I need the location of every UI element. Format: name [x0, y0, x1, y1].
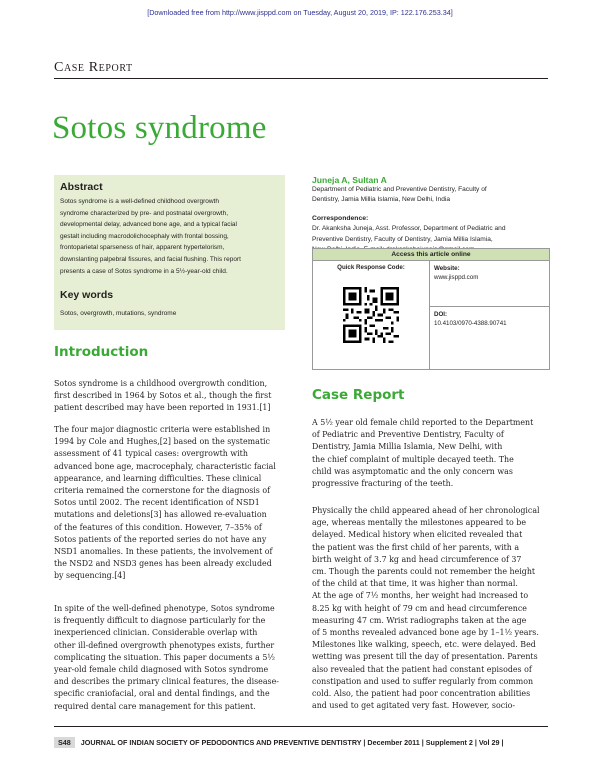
author-block — [312, 175, 552, 255]
website-link[interactable]: www.jisppd.com — [434, 274, 479, 281]
text-line: In spite of the well-defined phenotype, Sotos syndrome — [54, 604, 275, 613]
top-rule — [54, 78, 548, 79]
text-line: by sequencing.[4] — [54, 571, 126, 581]
author-names: Juneja A, Sultan A — [312, 175, 387, 185]
text-line: assessment of 41 typical cases: overgrowth with — [54, 449, 248, 459]
doi-link[interactable]: 10.4103/0970-4388.90741 — [434, 320, 507, 327]
footer-rule — [54, 726, 548, 727]
case-paragraph-1 — [312, 417, 548, 490]
intro-paragraph-2 — [54, 424, 290, 583]
text-line: the patient was the first child of her parents, with a — [312, 542, 520, 552]
abstract-heading: Abstract — [60, 181, 103, 193]
abstract-line: frontoparietal sparseness of hair, apparent hypertelorism, — [60, 244, 225, 252]
keywords-text: Sotos, overgrowth, mutations, syndrome — [60, 310, 177, 317]
correspondence-line: Dr. Akanksha Juneja, Asst. Professor, Department of Pediatric and — [312, 225, 506, 233]
text-line: the NSD2 and NSD3 genes has been already excluded — [54, 559, 272, 569]
introduction-heading: Introduction — [54, 344, 149, 360]
qr-code-icon[interactable] — [343, 287, 399, 343]
text-line: A 5½ year old female child reported to the Department — [312, 418, 534, 427]
text-line: of 5 months revealed advanced bone age by 1–1½ years. — [312, 628, 539, 638]
text-line: the chief complaint of multiple decayed teeth. The — [312, 454, 514, 464]
text-line: of Pediatric and Preventive Dentistry, Faculty of — [312, 430, 504, 440]
page-footer — [54, 737, 504, 748]
text-line: The four major diagnostic criteria were established in — [54, 425, 271, 434]
access-box — [312, 248, 550, 370]
access-info — [430, 261, 549, 369]
text-line: year-old female child diagnosed with Sotos syndrome — [54, 665, 269, 675]
intro-paragraph-1 — [54, 378, 290, 415]
text-line: Physically the child appeared ahead of her chronological — [312, 506, 540, 515]
qr-label: Quick Response Code: — [337, 264, 405, 271]
abstract-line: presents a case of Sotos syndrome in a 5½-year-old child. — [60, 267, 228, 275]
correspondence-label: Correspondence: — [312, 214, 369, 222]
text-line: criteria remained the cornerstone for the diagnosis of — [54, 486, 270, 496]
text-line: Milestones like walking, speech, etc. were delayed. Bed — [312, 640, 536, 650]
text-line: other ill-defined overgrowth phenotypes exists, further — [54, 640, 275, 650]
abstract-line: gestalt including macrodolichocephaly with frontal bossing, — [60, 232, 229, 240]
intro-paragraph-3 — [54, 603, 290, 713]
text-line: cold. Also, the patient had poor concentration abilities — [312, 689, 531, 699]
affiliation-line: Dentistry, Jamia Millia Islamia, New Delhi, India — [312, 196, 451, 204]
text-line: Sotos patients of the reported series do not have any — [54, 534, 267, 544]
text-line: 1994 by Cole and Hughes,[2] based on the systematic — [54, 437, 270, 447]
text-line: first described in 1964 by Sotos et al., though the first — [54, 391, 272, 401]
journal-citation: JOURNAL OF INDIAN SOCIETY OF PEDODONTICS AND PREVENTIVE DENTISTRY | December 2011 | Supplement 2 | Vol 29 | — [80, 738, 504, 747]
doi-label: DOI: — [434, 311, 448, 318]
text-line: advanced bone age, macrocephaly, characteristic facial — [54, 461, 276, 471]
text-line: measuring 47 cm. Wrist radiographs taken at the age — [312, 615, 527, 625]
text-line: specific craniofacial, oral and dental findings, and the — [54, 689, 270, 699]
text-line: complicating the situation. This paper documents a 5½ — [54, 652, 276, 662]
text-line: child was asymptomatic and the only concern was — [312, 466, 513, 476]
case-paragraph-2 — [312, 505, 548, 712]
text-line: constipation and used to suffer regularly from common — [312, 676, 534, 686]
website-label: Website: — [434, 265, 460, 272]
correspondence-line: Preventive Dentistry, Faculty of Dentistry, Jamia Millia Islamia, — [312, 235, 493, 243]
abstract-line: developmental delay, advanced bone age, and a typical facial — [60, 221, 237, 229]
article-title: Sotos syndrome — [52, 110, 267, 146]
text-line: of the features of this condition. However, 7–35% of — [54, 522, 262, 532]
text-line: birth weight of 3.7 kg and head circumference of 37 — [312, 554, 522, 564]
download-note: [Downloaded free from http://www.jisppd.com on Tuesday, August 20, 2019, IP: 122.176.253.34] — [147, 8, 453, 17]
affiliation — [312, 185, 552, 206]
abstract-line: Sotos syndrome is a well-defined childhood overgrowth — [60, 198, 219, 205]
text-line: NSD1 anomalies. In these patients, the involvement of — [54, 547, 273, 557]
text-line: required dental care management for this patient. — [54, 701, 256, 711]
case-report-heading: Case Report — [312, 387, 405, 403]
text-line: appearance, and learning difficulties. These clinical — [54, 473, 262, 483]
abstract-text — [60, 196, 278, 277]
text-line: is frequently difficult to diagnose particularly for the — [54, 616, 266, 626]
text-line: Dentistry, Jamia Millia Islamia, New Delhi, with — [312, 442, 503, 452]
text-line: progressive fracturing of the teeth. — [312, 479, 454, 489]
keywords-heading: Key words — [60, 289, 114, 301]
text-line: delayed. Medical history when elicited revealed that — [312, 530, 523, 540]
text-line: also revealed that the patient had constant episodes of — [312, 664, 532, 674]
page-number: S48 — [54, 737, 75, 748]
text-line: age, whereas mentally the milestones appeared to be — [312, 518, 527, 528]
text-line: inexperienced clinician. Considerable overlap with — [54, 628, 258, 638]
text-line: and used to get agitated very fast. However, socio- — [312, 701, 516, 711]
abstract-line: downslanting palpebral fissures, and facial flushing. This report — [60, 255, 241, 263]
access-heading: Access this article online — [313, 249, 549, 261]
text-line: mutations and deletions[3] has allowed re-evaluation — [54, 510, 267, 520]
article-type: Case Report — [54, 60, 133, 75]
text-line: 8.25 kg with height of 79 cm and head circumference — [312, 603, 527, 613]
text-line: Sotos syndrome is a childhood overgrowth condition, — [54, 379, 268, 388]
abstract-line: syndrome characterized by pre- and postnatal overgrowth, — [60, 209, 229, 217]
text-line: and describes the primary clinical features, the disease- — [54, 677, 279, 687]
text-line: wetting was present till the day of presentation. Parents — [312, 652, 538, 662]
text-line: Sotos until 2002. The recent identification of NSD1 — [54, 498, 260, 508]
text-line: patient described may have been reported in 1931.[1] — [54, 403, 271, 413]
text-line: cm. Though the parents could not remember the height — [312, 567, 536, 577]
abstract-box — [54, 175, 285, 330]
qr-panel — [313, 261, 430, 369]
affiliation-line: Department of Pediatric and Preventive Dentistry, Faculty of — [312, 186, 487, 193]
text-line: At the age of 7½ months, her weight had increased to — [312, 591, 529, 601]
text-line: of the child at that time, it was higher than normal. — [312, 579, 518, 589]
